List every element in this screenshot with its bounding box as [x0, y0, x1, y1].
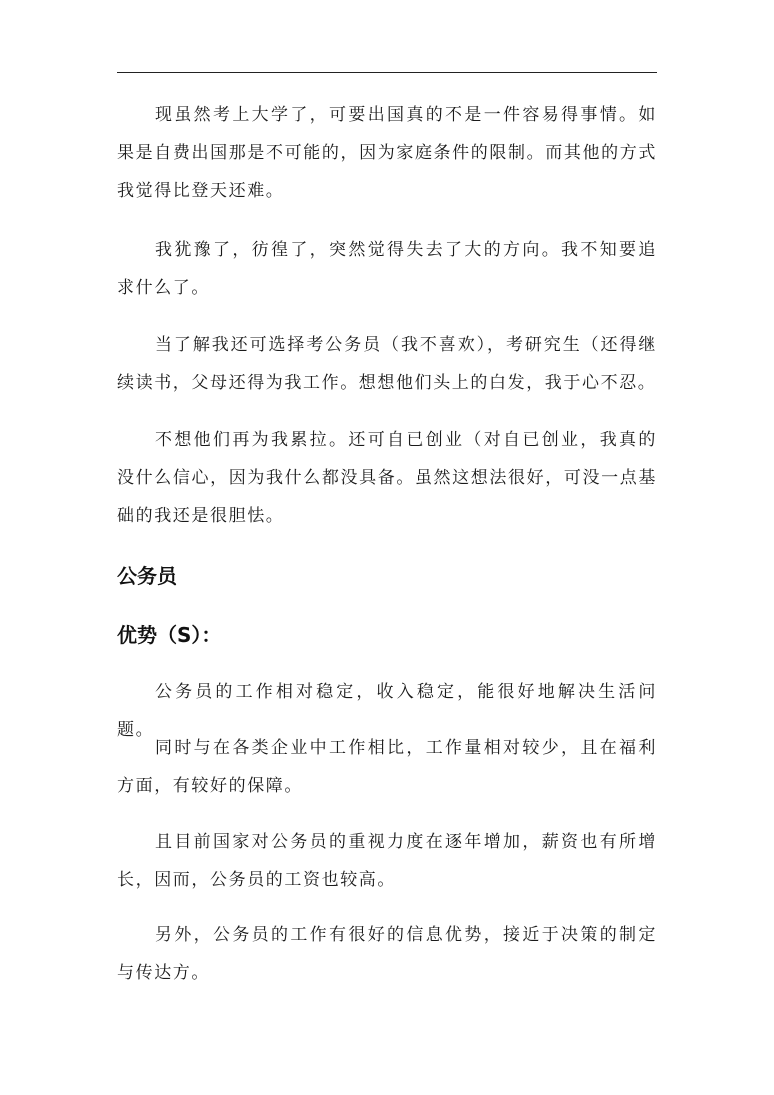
paragraph-self-business: 不想他们再为我累拉。还可自已创业（对自已创业，我真的没什么信心，因为我什么都没具备。虽然这想法很好，可没一点基础的我还是很胆怯。 — [117, 430, 657, 526]
paragraph-strength-workload: 同时与在各类企业中工作相比，工作量相对较少，且在福利方面，有较好的保障。 — [117, 738, 657, 796]
subsection-title-strengths: 优势（S）： — [117, 623, 222, 647]
paragraph-strength-information: 另外，公务员的工作有很好的信息优势，接近于决策的制定与传达方。 — [117, 925, 657, 983]
paragraph-options: 当了解我还可选择考公务员（我不喜欢），考研究生（还得继续读书，父母还得为我工作。想想他们头上的白发，我于心不忍。 — [117, 335, 657, 393]
paragraph-study-abroad: 现虽然考上大学了，可要出国真的不是一件容易得事情。如果是自费出国那是不可能的，因为家庭条件的限制。而其他的方式我觉得比登天还难。 — [117, 105, 657, 201]
section-title: 公务员 — [117, 564, 177, 588]
header-rule — [117, 72, 657, 73]
paragraph-strength-stability: 公务员的工作相对稳定，收入稳定，能很好地解决生活问题。 — [117, 682, 657, 740]
paragraph-hesitation: 我犹豫了，彷徨了，突然觉得失去了大的方向。我不知要追求什么了。 — [117, 240, 657, 298]
paragraph-strength-salary: 且目前国家对公务员的重视力度在逐年增加，薪资也有所增长，因而，公务员的工资也较高。 — [117, 832, 657, 890]
